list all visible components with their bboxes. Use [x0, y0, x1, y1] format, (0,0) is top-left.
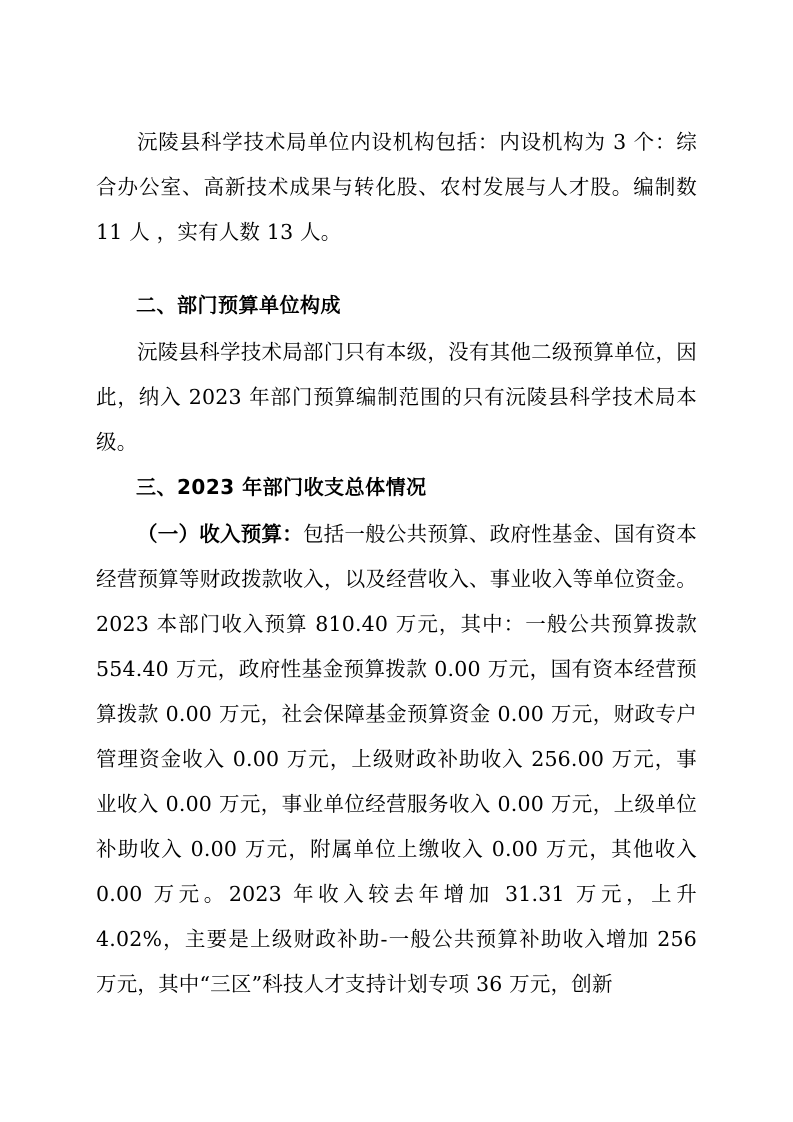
paragraph-budget-units: 沅陵县科学技术局部门只有本级，没有其他二级预算单位，因此，纳入 2023 年部门预算编制范围的只有沅陵县科学技术局本级。	[96, 340, 697, 454]
paragraph-org-structure: 沅陵县科学技术局单位内设机构包括：内设机构为 3 个：综合办公室、高新技术成果与转化股、农村发展与人才股。编制数 11 人 ，实有人数 13 人。	[96, 130, 697, 244]
heading-section-three: 三、2023 年部门收支总体情况	[136, 475, 427, 499]
paragraph-income-budget	[96, 512, 697, 1007]
document-body	[96, 120, 697, 1007]
income-budget-text: 包括一般公共预算、政府性基金、国有资本经营预算等财政拨款收入，以及经营收入、事业收入等单位资金。2023 本部门收入预算 810.40 万元，其中：一般公共预算拨款 554.40 万元，政府性基金预算拨款 0.00 万元，国有资本经营预算拨款 0.00 万元，社会保障基金预算资金 0.00 万元，财政专户管理资金收入 0.00 万元，上级财政补助收入 256.00 万元，事业收入 0.00 万元，事业单位经营服务收入 0.00 万元，上级单位补助收入 0.00 万元，附属单位上缴收入 0.00 万元，其他收入 0.00 万元。2023 年收入较去年增加 31.31 万元，上升 4.02%，主要是上级财政补助-一般公共预算补助收入增加 256 万元，其中“三区”科技人才支持计划专项 36 万元，创新	[96, 522, 697, 996]
income-budget-lead: （一）收入预算：	[137, 522, 303, 546]
heading-section-two: 二、部门预算单位构成	[136, 293, 341, 317]
